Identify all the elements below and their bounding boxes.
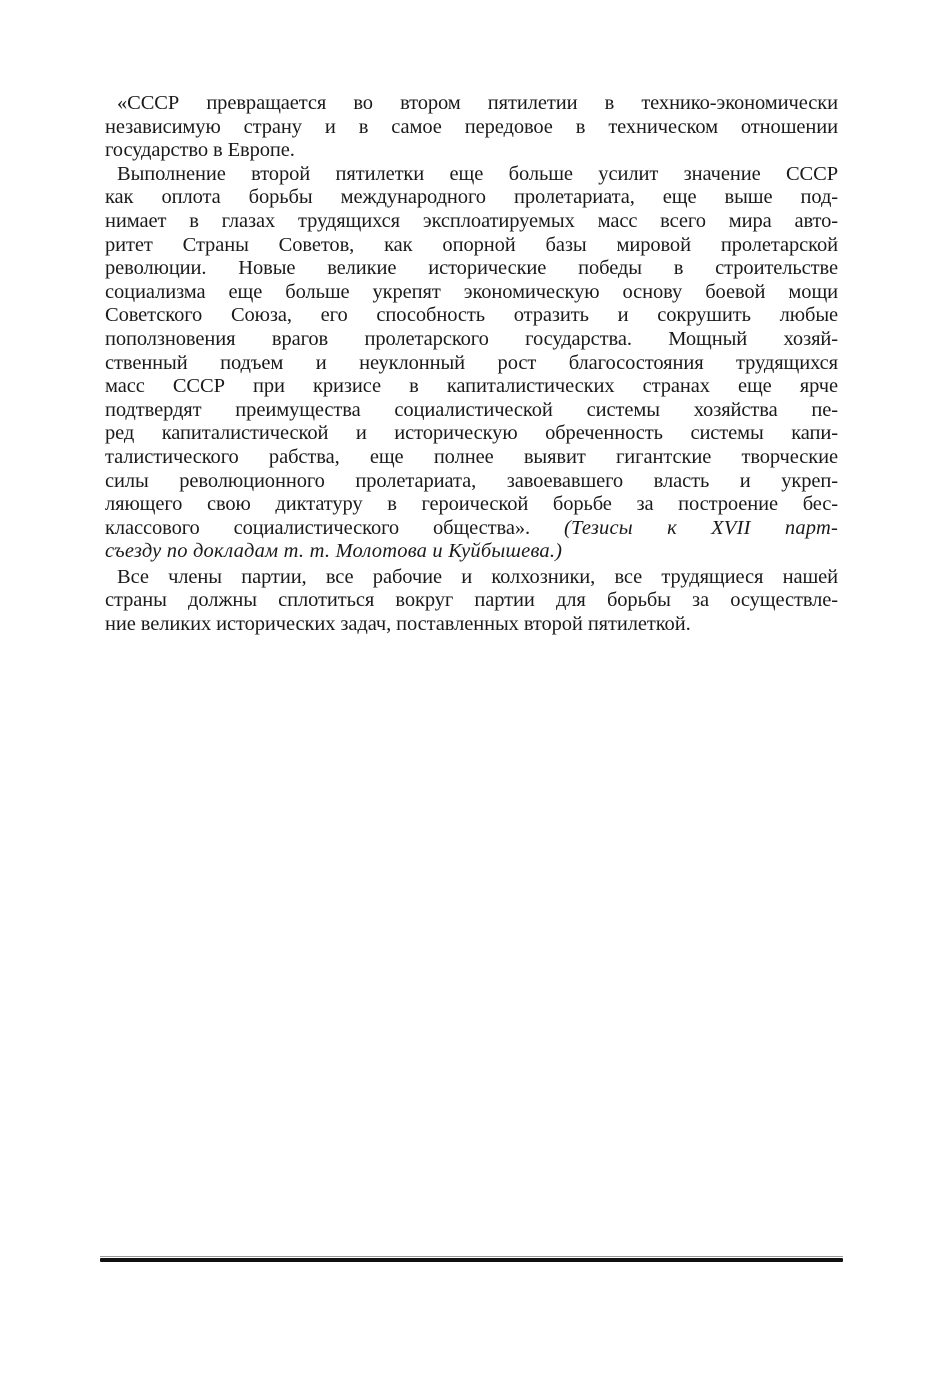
citation-source: (Тезисы к XVII парт- <box>563 516 838 539</box>
text-line: масс СССР при кризисе в капиталистических странах еще ярче <box>105 375 838 398</box>
text-line: Советского Союза, его способность отразить и сокрушить любые <box>105 304 838 327</box>
text-line: ритет Страны Советов, как опорной базы мировой пролетарской <box>105 233 838 256</box>
text-line: государство в Европе. <box>105 139 295 162</box>
page-bottom-rule <box>100 1258 843 1262</box>
body-text <box>105 92 838 637</box>
text-line-with-citation <box>105 517 838 541</box>
text-line: ред капиталистической и историческую обреченность системы капи- <box>105 422 838 445</box>
text-line: нимает в глазах трудящихся эксплоатируемых масс всего мира авто- <box>105 209 838 232</box>
paragraph-call-to-action <box>105 566 838 637</box>
text-line: Выполнение второй пятилетки еще больше усилит значение СССР <box>117 162 838 185</box>
text-line: подтвердят преимущества социалистической системы хозяйства пе- <box>105 398 838 421</box>
text-line: ние великих исторических задач, поставленных второй пятилеткой. <box>105 613 691 636</box>
citation-continuation: съезду по докладам т. т. Молотова и Куйбышева.) <box>105 540 563 563</box>
paragraph-quote-main <box>105 163 838 564</box>
text-line: Все члены партии, все рабочие и колхозники, все трудящиеся нашей <box>117 565 838 588</box>
text-line: ственный подъем и неуклонный рост благосостояния трудящихся <box>105 351 838 374</box>
text-line: «СССР превращается во втором пятилетии в технико-экономически <box>117 92 838 114</box>
text-line: ляющего свою диктатуру в героической борьбе за построение бес- <box>105 493 838 516</box>
text-line: как оплота борьбы международного пролетариата, еще выше под- <box>105 186 838 209</box>
page-bottom-rule-shadow <box>100 1256 843 1257</box>
text-line: талистического рабства, еще полнее выявит гигантские творческие <box>105 445 838 468</box>
text-line: революции. Новые великие исторические победы в строительстве <box>105 257 838 280</box>
text-line: силы революционного пролетариата, завоевавшего власть и укреп- <box>105 469 838 492</box>
text-line: страны должны сплотиться вокруг партии для борьбы за осуществле- <box>105 589 838 612</box>
text-line: социализма еще больше укрепят экономическую основу боевой мощи <box>105 280 838 303</box>
text-line: поползновения врагов пролетарского государства. Мощный хозяй- <box>105 327 838 350</box>
quote-closing-text: классового социалистического общества». <box>105 516 530 539</box>
text-line: независимую страну и в самое передовое в техническом отношении <box>105 115 838 138</box>
paragraph-quote-intro <box>105 92 838 163</box>
